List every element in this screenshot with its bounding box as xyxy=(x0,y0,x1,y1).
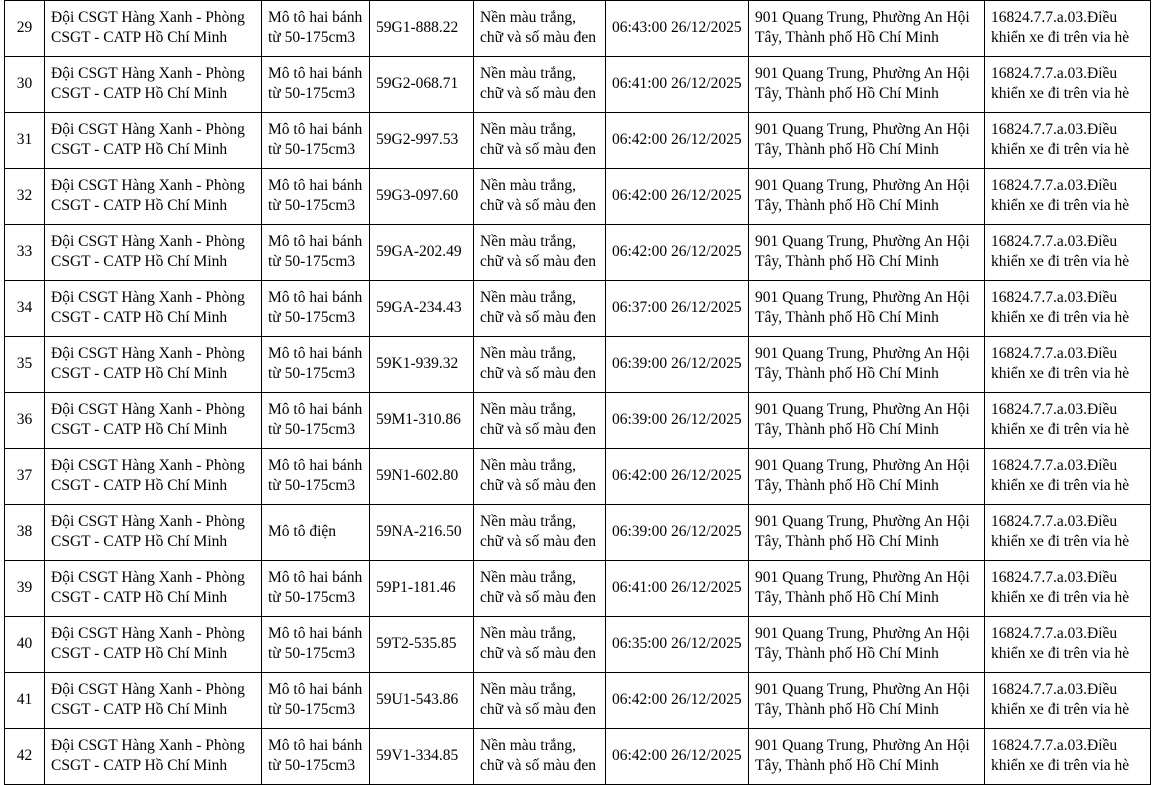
violation-act-cell: 16824.7.7.a.03.Điều khiển xe đi trên via hè xyxy=(985,113,1151,169)
detecting-unit-cell: Đội CSGT Hàng Xanh - Phòng CSGT - CATP Hồ Chí Minh xyxy=(45,113,262,169)
violations-table xyxy=(4,0,1151,785)
row-index-cell: 32 xyxy=(5,169,45,225)
table-row xyxy=(5,113,1151,169)
license-plate-cell: 59GA-234.43 xyxy=(370,281,474,337)
violation-location-cell: 901 Quang Trung, Phường An Hội Tây, Thành phố Hồ Chí Minh xyxy=(749,673,985,729)
license-plate-cell: 59GA-202.49 xyxy=(370,225,474,281)
table-row xyxy=(5,57,1151,113)
violation-act-cell: 16824.7.7.a.03.Điều khiển xe đi trên via hè xyxy=(985,729,1151,785)
detecting-unit-cell: Đội CSGT Hàng Xanh - Phòng CSGT - CATP Hồ Chí Minh xyxy=(45,505,262,561)
violation-act-cell: 16824.7.7.a.03.Điều khiển xe đi trên via hè xyxy=(985,673,1151,729)
plate-color-cell: Nền màu trắng, chữ và số màu đen xyxy=(474,449,606,505)
license-plate-cell: 59G2-997.53 xyxy=(370,113,474,169)
row-index-cell: 42 xyxy=(5,729,45,785)
row-index-cell: 39 xyxy=(5,561,45,617)
violation-location-cell: 901 Quang Trung, Phường An Hội Tây, Thành phố Hồ Chí Minh xyxy=(749,57,985,113)
row-index-cell: 37 xyxy=(5,449,45,505)
license-plate-cell: 59M1-310.86 xyxy=(370,393,474,449)
detecting-unit-cell: Đội CSGT Hàng Xanh - Phòng CSGT - CATP Hồ Chí Minh xyxy=(45,561,262,617)
plate-color-cell: Nền màu trắng, chữ và số màu đen xyxy=(474,729,606,785)
violation-location-cell: 901 Quang Trung, Phường An Hội Tây, Thành phố Hồ Chí Minh xyxy=(749,561,985,617)
detecting-unit-cell: Đội CSGT Hàng Xanh - Phòng CSGT - CATP Hồ Chí Minh xyxy=(45,169,262,225)
violation-location-cell: 901 Quang Trung, Phường An Hội Tây, Thành phố Hồ Chí Minh xyxy=(749,449,985,505)
plate-color-cell: Nền màu trắng, chữ và số màu đen xyxy=(474,57,606,113)
table-row xyxy=(5,673,1151,729)
table-row xyxy=(5,337,1151,393)
violation-time-cell: 06:39:00 26/12/2025 xyxy=(606,337,749,393)
detecting-unit-cell: Đội CSGT Hàng Xanh - Phòng CSGT - CATP Hồ Chí Minh xyxy=(45,1,262,57)
violation-act-cell: 16824.7.7.a.03.Điều khiển xe đi trên via hè xyxy=(985,225,1151,281)
license-plate-cell: 59P1-181.46 xyxy=(370,561,474,617)
violation-time-cell: 06:37:00 26/12/2025 xyxy=(606,281,749,337)
violation-time-cell: 06:42:00 26/12/2025 xyxy=(606,449,749,505)
page-top-rule xyxy=(4,0,1150,1)
violation-time-cell: 06:42:00 26/12/2025 xyxy=(606,169,749,225)
violations-table-body xyxy=(5,1,1151,785)
row-index-cell: 29 xyxy=(5,1,45,57)
violation-time-cell: 06:42:00 26/12/2025 xyxy=(606,673,749,729)
license-plate-cell: 59G3-097.60 xyxy=(370,169,474,225)
violation-location-cell: 901 Quang Trung, Phường An Hội Tây, Thành phố Hồ Chí Minh xyxy=(749,169,985,225)
row-index-cell: 38 xyxy=(5,505,45,561)
vehicle-type-cell: Mô tô hai bánh từ 50-175cm3 xyxy=(262,729,370,785)
violation-time-cell: 06:42:00 26/12/2025 xyxy=(606,113,749,169)
detecting-unit-cell: Đội CSGT Hàng Xanh - Phòng CSGT - CATP Hồ Chí Minh xyxy=(45,57,262,113)
row-index-cell: 36 xyxy=(5,393,45,449)
plate-color-cell: Nền màu trắng, chữ và số màu đen xyxy=(474,225,606,281)
table-row xyxy=(5,617,1151,673)
violation-location-cell: 901 Quang Trung, Phường An Hội Tây, Thành phố Hồ Chí Minh xyxy=(749,1,985,57)
vehicle-type-cell: Mô tô hai bánh từ 50-175cm3 xyxy=(262,393,370,449)
plate-color-cell: Nền màu trắng, chữ và số màu đen xyxy=(474,617,606,673)
row-index-cell: 31 xyxy=(5,113,45,169)
plate-color-cell: Nền màu trắng, chữ và số màu đen xyxy=(474,169,606,225)
violation-act-cell: 16824.7.7.a.03.Điều khiển xe đi trên via hè xyxy=(985,561,1151,617)
violation-time-cell: 06:39:00 26/12/2025 xyxy=(606,393,749,449)
violation-location-cell: 901 Quang Trung, Phường An Hội Tây, Thành phố Hồ Chí Minh xyxy=(749,505,985,561)
vehicle-type-cell: Mô tô hai bánh từ 50-175cm3 xyxy=(262,113,370,169)
vehicle-type-cell: Mô tô hai bánh từ 50-175cm3 xyxy=(262,561,370,617)
violation-act-cell: 16824.7.7.a.03.Điều khiển xe đi trên via hè xyxy=(985,617,1151,673)
table-row xyxy=(5,1,1151,57)
violation-location-cell: 901 Quang Trung, Phường An Hội Tây, Thành phố Hồ Chí Minh xyxy=(749,337,985,393)
violation-act-cell: 16824.7.7.a.03.Điều khiển xe đi trên via hè xyxy=(985,281,1151,337)
table-row xyxy=(5,393,1151,449)
violation-location-cell: 901 Quang Trung, Phường An Hội Tây, Thành phố Hồ Chí Minh xyxy=(749,281,985,337)
plate-color-cell: Nền màu trắng, chữ và số màu đen xyxy=(474,505,606,561)
plate-color-cell: Nền màu trắng, chữ và số màu đen xyxy=(474,337,606,393)
violation-location-cell: 901 Quang Trung, Phường An Hội Tây, Thành phố Hồ Chí Minh xyxy=(749,617,985,673)
table-row xyxy=(5,561,1151,617)
violation-location-cell: 901 Quang Trung, Phường An Hội Tây, Thành phố Hồ Chí Minh xyxy=(749,113,985,169)
table-row xyxy=(5,449,1151,505)
table-row xyxy=(5,281,1151,337)
table-row xyxy=(5,729,1151,785)
row-index-cell: 41 xyxy=(5,673,45,729)
detecting-unit-cell: Đội CSGT Hàng Xanh - Phòng CSGT - CATP Hồ Chí Minh xyxy=(45,617,262,673)
detecting-unit-cell: Đội CSGT Hàng Xanh - Phòng CSGT - CATP Hồ Chí Minh xyxy=(45,225,262,281)
detecting-unit-cell: Đội CSGT Hàng Xanh - Phòng CSGT - CATP Hồ Chí Minh xyxy=(45,729,262,785)
license-plate-cell: 59T2-535.85 xyxy=(370,617,474,673)
violation-time-cell: 06:41:00 26/12/2025 xyxy=(606,561,749,617)
plate-color-cell: Nền màu trắng, chữ và số màu đen xyxy=(474,561,606,617)
vehicle-type-cell: Mô tô hai bánh từ 50-175cm3 xyxy=(262,337,370,393)
vehicle-type-cell: Mô tô hai bánh từ 50-175cm3 xyxy=(262,449,370,505)
vehicle-type-cell: Mô tô hai bánh từ 50-175cm3 xyxy=(262,673,370,729)
license-plate-cell: 59G2-068.71 xyxy=(370,57,474,113)
plate-color-cell: Nền màu trắng, chữ và số màu đen xyxy=(474,113,606,169)
row-index-cell: 34 xyxy=(5,281,45,337)
vehicle-type-cell: Mô tô hai bánh từ 50-175cm3 xyxy=(262,57,370,113)
violation-act-cell: 16824.7.7.a.03.Điều khiển xe đi trên via hè xyxy=(985,449,1151,505)
license-plate-cell: 59U1-543.86 xyxy=(370,673,474,729)
detecting-unit-cell: Đội CSGT Hàng Xanh - Phòng CSGT - CATP Hồ Chí Minh xyxy=(45,673,262,729)
license-plate-cell: 59NA-216.50 xyxy=(370,505,474,561)
plate-color-cell: Nền màu trắng, chữ và số màu đen xyxy=(474,281,606,337)
violation-act-cell: 16824.7.7.a.03.Điều khiển xe đi trên via hè xyxy=(985,337,1151,393)
violation-time-cell: 06:42:00 26/12/2025 xyxy=(606,729,749,785)
table-row xyxy=(5,505,1151,561)
detecting-unit-cell: Đội CSGT Hàng Xanh - Phòng CSGT - CATP Hồ Chí Minh xyxy=(45,449,262,505)
vehicle-type-cell: Mô tô hai bánh từ 50-175cm3 xyxy=(262,225,370,281)
violation-location-cell: 901 Quang Trung, Phường An Hội Tây, Thành phố Hồ Chí Minh xyxy=(749,729,985,785)
row-index-cell: 40 xyxy=(5,617,45,673)
vehicle-type-cell: Mô tô điện xyxy=(262,505,370,561)
plate-color-cell: Nền màu trắng, chữ và số màu đen xyxy=(474,673,606,729)
table-row xyxy=(5,225,1151,281)
table-row xyxy=(5,169,1151,225)
violation-location-cell: 901 Quang Trung, Phường An Hội Tây, Thành phố Hồ Chí Minh xyxy=(749,393,985,449)
plate-color-cell: Nền màu trắng, chữ và số màu đen xyxy=(474,1,606,57)
vehicle-type-cell: Mô tô hai bánh từ 50-175cm3 xyxy=(262,1,370,57)
violation-act-cell: 16824.7.7.a.03.Điều khiển xe đi trên via hè xyxy=(985,1,1151,57)
violation-act-cell: 16824.7.7.a.03.Điều khiển xe đi trên via hè xyxy=(985,169,1151,225)
violation-time-cell: 06:41:00 26/12/2025 xyxy=(606,57,749,113)
violation-time-cell: 06:43:00 26/12/2025 xyxy=(606,1,749,57)
license-plate-cell: 59V1-334.85 xyxy=(370,729,474,785)
license-plate-cell: 59N1-602.80 xyxy=(370,449,474,505)
detecting-unit-cell: Đội CSGT Hàng Xanh - Phòng CSGT - CATP Hồ Chí Minh xyxy=(45,393,262,449)
vehicle-type-cell: Mô tô hai bánh từ 50-175cm3 xyxy=(262,169,370,225)
violation-time-cell: 06:35:00 26/12/2025 xyxy=(606,617,749,673)
detecting-unit-cell: Đội CSGT Hàng Xanh - Phòng CSGT - CATP Hồ Chí Minh xyxy=(45,337,262,393)
violation-act-cell: 16824.7.7.a.03.Điều khiển xe đi trên via hè xyxy=(985,393,1151,449)
license-plate-cell: 59G1-888.22 xyxy=(370,1,474,57)
violation-time-cell: 06:39:00 26/12/2025 xyxy=(606,505,749,561)
violation-time-cell: 06:42:00 26/12/2025 xyxy=(606,225,749,281)
violation-location-cell: 901 Quang Trung, Phường An Hội Tây, Thành phố Hồ Chí Minh xyxy=(749,225,985,281)
detecting-unit-cell: Đội CSGT Hàng Xanh - Phòng CSGT - CATP Hồ Chí Minh xyxy=(45,281,262,337)
vehicle-type-cell: Mô tô hai bánh từ 50-175cm3 xyxy=(262,281,370,337)
row-index-cell: 30 xyxy=(5,57,45,113)
violation-act-cell: 16824.7.7.a.03.Điều khiển xe đi trên via hè xyxy=(985,57,1151,113)
license-plate-cell: 59K1-939.32 xyxy=(370,337,474,393)
violation-act-cell: 16824.7.7.a.03.Điều khiển xe đi trên via hè xyxy=(985,505,1151,561)
plate-color-cell: Nền màu trắng, chữ và số màu đen xyxy=(474,393,606,449)
vehicle-type-cell: Mô tô hai bánh từ 50-175cm3 xyxy=(262,617,370,673)
row-index-cell: 35 xyxy=(5,337,45,393)
row-index-cell: 33 xyxy=(5,225,45,281)
